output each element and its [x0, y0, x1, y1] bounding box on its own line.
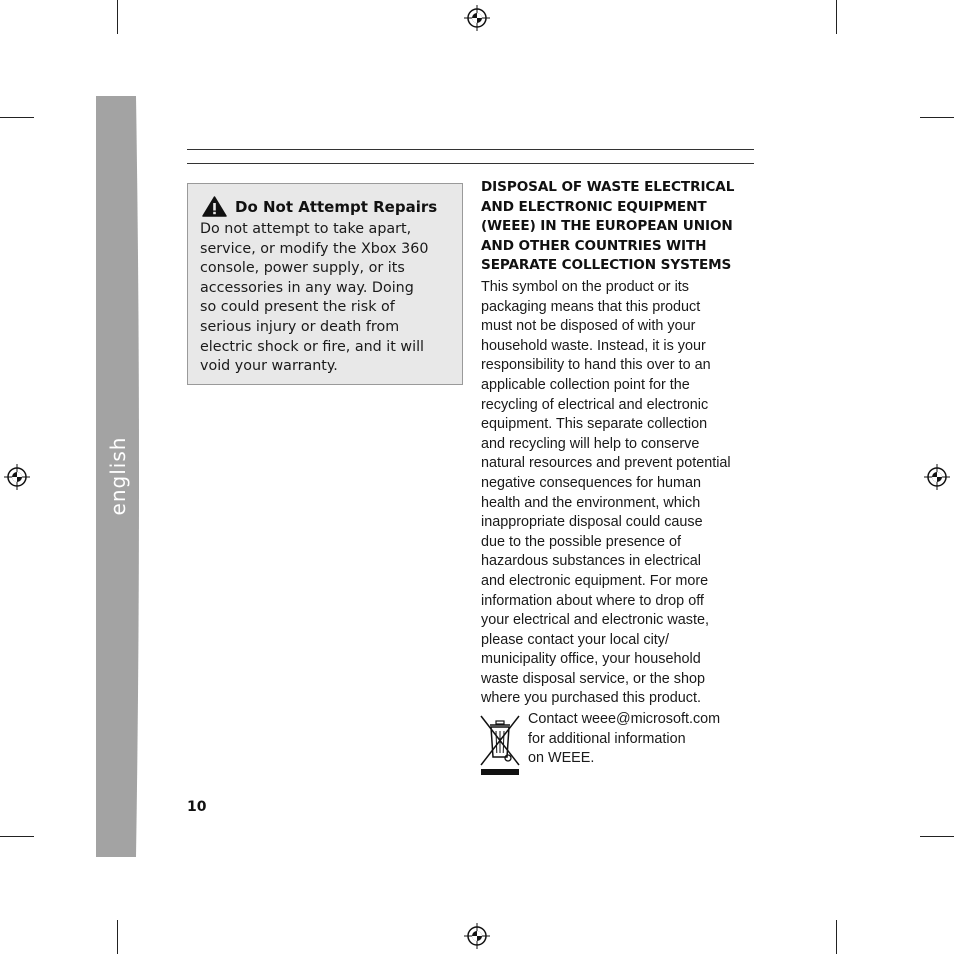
crop-mark — [0, 117, 34, 118]
weee-heading — [481, 178, 756, 276]
page-number: 10 — [187, 799, 207, 815]
warning-heading — [202, 196, 437, 217]
text-line: your electrical and electronic waste, — [481, 612, 709, 629]
crop-mark — [920, 836, 954, 837]
crossed-out-wheelie-bin-icon — [478, 713, 522, 777]
registration-mark-icon — [464, 923, 490, 949]
registration-mark-icon — [464, 5, 490, 31]
text-line: packaging means that this product — [481, 298, 701, 315]
text-line: serious injury or death from — [200, 318, 400, 335]
registration-mark-icon — [924, 464, 950, 490]
text-line: where you purchased this product. — [481, 690, 701, 707]
text-line: console, power supply, or its — [200, 260, 405, 277]
crop-mark — [0, 836, 34, 837]
header-rule-top — [187, 149, 754, 150]
text-line: waste disposal service, or the shop — [481, 670, 705, 687]
text-line: service, or modify the Xbox 360 — [200, 240, 429, 257]
text-line: health and the environment, which — [481, 494, 701, 511]
language-label: english — [106, 436, 130, 516]
warning-box — [187, 183, 463, 385]
crop-mark — [836, 920, 837, 954]
warning-triangle-icon — [202, 196, 227, 217]
text-line: please contact your local city/ — [481, 631, 669, 648]
warning-title: Do Not Attempt Repairs — [235, 197, 438, 216]
text-line: inappropriate disposal could cause — [481, 514, 703, 531]
heading-line: DISPOSAL OF WASTE ELECTRICAL — [481, 179, 735, 195]
text-line: and electronic equipment. For more — [481, 572, 709, 589]
text-line: information about where to drop off — [481, 592, 704, 609]
heading-line: (WEEE) IN THE EUROPEAN UNION — [481, 218, 733, 235]
text-line: recycling of electrical and electronic — [481, 396, 709, 413]
header-rule-bottom — [187, 163, 754, 164]
text-line: due to the possible presence of — [481, 533, 682, 550]
text-line: This symbol on the product or its — [481, 279, 689, 295]
text-line: household waste. Instead, it is your — [481, 337, 706, 354]
crop-mark — [836, 0, 837, 34]
text-line: Do not attempt to take apart, — [200, 221, 412, 237]
weee-body — [481, 278, 757, 709]
text-line: applicable collection point for the — [481, 376, 690, 393]
text-line: electric shock or fire, and it will — [200, 338, 425, 355]
text-line: for additional information — [528, 730, 686, 747]
text-line: on WEEE. — [528, 750, 595, 767]
text-line: municipality office, your household — [481, 651, 701, 668]
text-line: negative consequences for human — [481, 474, 702, 491]
heading-line: AND OTHER COUNTRIES WITH — [481, 237, 707, 254]
crop-mark — [117, 0, 118, 34]
warning-text — [200, 220, 458, 377]
crop-mark — [920, 117, 954, 118]
heading-line: AND ELECTRONIC EQUIPMENT — [481, 198, 707, 215]
text-line: hazardous substances in electrical — [481, 553, 701, 570]
text-line: and recycling will help to conserve — [481, 435, 700, 452]
text-line: equipment. This separate collection — [481, 416, 708, 433]
text-line: accessories in any way. Doing — [200, 279, 414, 296]
crop-mark — [117, 920, 118, 954]
text-line: Contact weee@microsoft.com — [528, 711, 721, 727]
text-line: must not be disposed of with your — [481, 318, 696, 335]
text-line: so could present the risk of — [200, 299, 395, 316]
text-line: void your warranty. — [200, 358, 338, 375]
registration-mark-icon — [4, 464, 30, 490]
weee-contact — [528, 710, 758, 769]
text-line: natural resources and prevent potential — [481, 455, 731, 472]
heading-line: SEPARATE COLLECTION SYSTEMS — [481, 257, 732, 274]
text-line: responsibility to hand this over to an — [481, 357, 711, 374]
